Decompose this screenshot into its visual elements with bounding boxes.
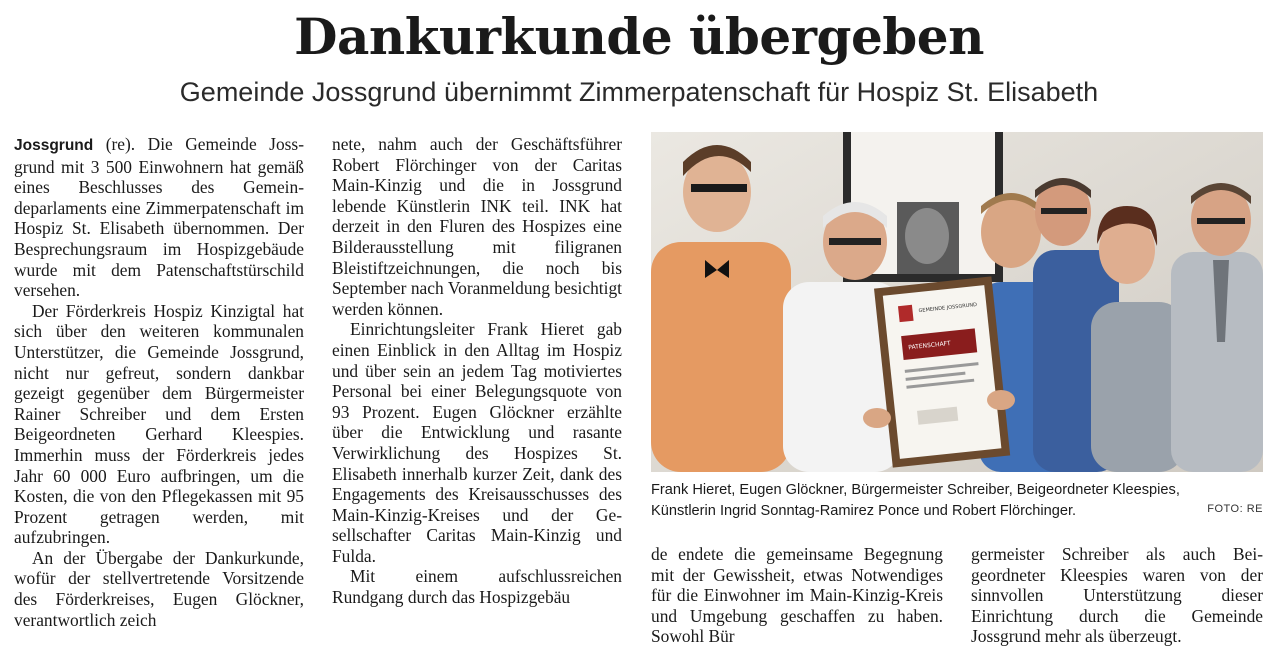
paragraph: Einrichtungsleiter Frank Hieret gab einen Einblick in den Alltag im Hospiz und über sein an jedem Tag motiviertes Personal bei einer Belegungsquote von 93 Prozent. Eugen Glöckner erzählte über die Entwicklung und rasante Verwirklichung des Hospizes St. Elisabeth innerhalb kurzer Zeit, dank des Engagements des Kreisausschusses des Main-Kinzig-Kreises und der Gesellschafter Caritas Main-Kinzig und Fulda.	[332, 319, 622, 566]
paragraph-text: (re). Die Gemeinde Jossgrund mit 3 500 Einwohnern hat gemäß eines Beschlusses des Gemeindeparlaments eine Zimmerpatenschaft im Hospiz St. Elisabeth übernommen. Der Besprechungsraum im Hospizgebäude wurde mit dem Patenschaftstürschild versehen.	[14, 134, 304, 301]
paragraph: Der Förderkreis Hospiz Kinzigtal hat sich über den weiteren kommunalen Unterstützer, die Gemeinde Jossgrund, nicht nur gefreut, sondern dankbar gezeigt gegenüber dem Bürgermeister Rainer Schreiber und dem Ersten Beigeordneten Gerhard Kleespies. Immerhin muss der Förderkreis jedes Jahr 60 000 Euro aufbringen, um die Kosten, die von den Pflegekassen mit 95 Prozent getragen werden, mit aufzubringen.	[14, 300, 304, 548]
certificate-municipality: GEMEINDE JOSSGRUND	[918, 301, 978, 315]
caption-line-1: Frank Hieret, Eugen Glöckner, Bürgermeister Schreiber, Beigeordneter Kleespies,	[651, 482, 1180, 498]
paragraph: de endete die gemeinsame Begegnung mit der Gewissheit, etwas Notwendiges für die Einwohner im Main-Kinzig-Kreis und Umgebung geschaffen zu haben. Sowohl Bür	[651, 544, 943, 647]
caption-line-2: Künstlerin Ingrid Sonntag-Ramirez Ponce und Robert Flörchinger.	[651, 503, 1077, 519]
paragraph: An der Übergabe der Dankurkunde, wofür der stellvertretende Vorsitzende des Förderkreises, Eugen Glöckner, verantwortlich zeich	[14, 547, 304, 630]
article-photo	[651, 132, 1263, 472]
article-column-2	[332, 134, 622, 608]
article-headline: Dankurkunde übergeben	[294, 7, 984, 66]
article-subheadline: Gemeinde Jossgrund übernimmt Zimmerpatenschaft für Hospiz St. Elisabeth	[179, 77, 1099, 107]
photo-credit: FOTO: RE	[1207, 503, 1263, 515]
photo-caption	[651, 480, 1263, 522]
paragraph: germeister Schreiber als auch Beigeordneter Kleespies waren von der sinnvollen Unterstützung dieser Einrichtung durch die Gemeinde Jossgrund mehr als überzeugt.	[971, 544, 1263, 647]
article-column-1	[14, 134, 304, 630]
group-photo-illustration	[651, 132, 1263, 472]
paragraph	[14, 134, 304, 301]
dateline: Jossgrund	[14, 137, 94, 154]
article-column-3	[651, 544, 943, 647]
paragraph: Mit einem aufschlussreichen Rundgang durch das Hospizgebäu	[332, 566, 622, 608]
article-column-4	[971, 544, 1263, 647]
certificate-title: PATENSCHAFT	[908, 339, 951, 352]
paragraph: nete, nahm auch der Geschäftsführer Robert Flörchinger von der Caritas Main-Kinzig und die in Jossgrund lebende Künstlerin INK teil. INK hat derzeit in den Fluren des Hospizes eine Bilderausstellung mit filigranen Bleistiftzeichnungen, die noch bis September nach Voranmeldung besichtigt werden können.	[332, 134, 622, 319]
